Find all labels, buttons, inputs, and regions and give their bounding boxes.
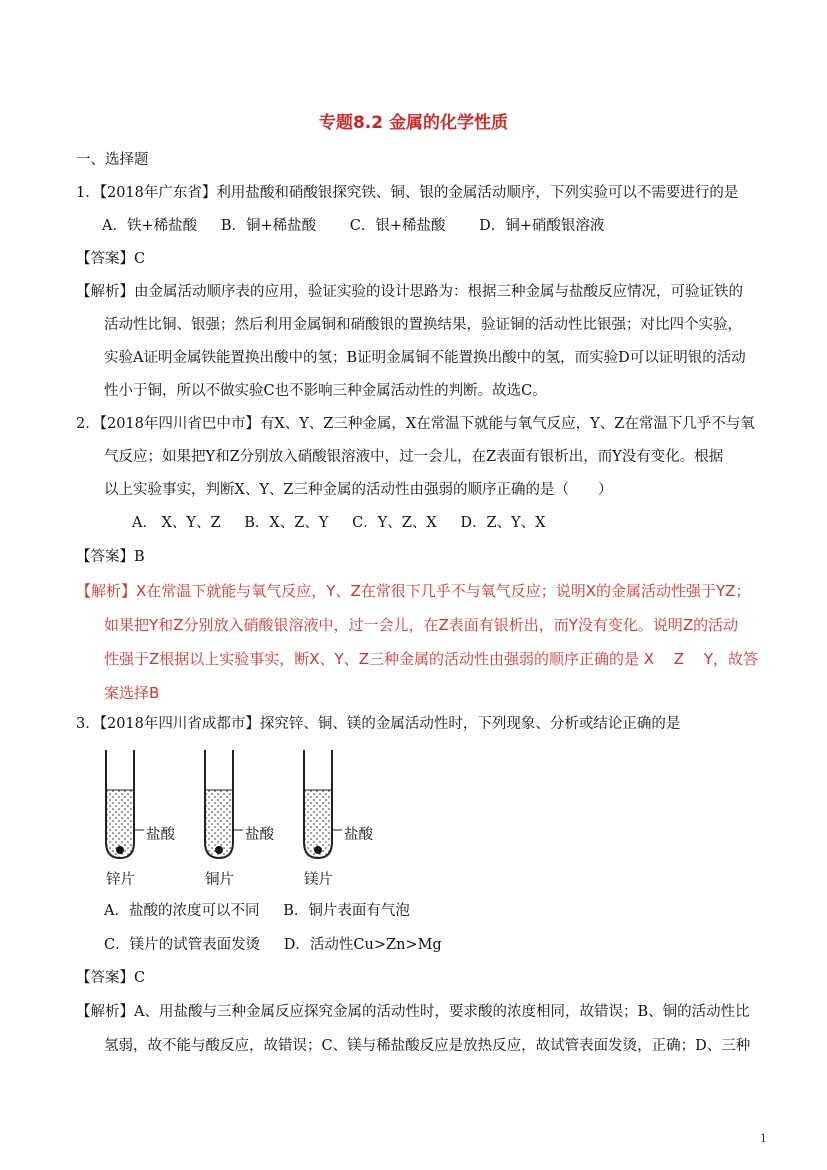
- q2-stem-line: 气反应；如果把Y和Z分别放入硝酸银溶液中，过一会儿，在Z表面有银析出，而Y没有变化。根据: [104, 449, 724, 465]
- section-heading: 一、选择题: [76, 152, 149, 168]
- q1-analysis-line: 【解析】由金属活动顺序表的应用，验证实验的设计思路为：根据三种金属与盐酸反应情况，可验证铁的: [76, 284, 743, 300]
- q2-analysis-line: 【解析】X在常温下就能与氧气反应，Y、Z在常很下几乎不与氧气反应；说明X的金属活动性强于YZ；: [76, 582, 751, 600]
- q2-analysis-line: 案选择B: [104, 684, 160, 702]
- q3-analysis-line: 氢弱，故不能与酸反应，故错误；C、镁与稀盐酸反应是放热反应，故试管表面发烫，正确；D、三种: [104, 1038, 751, 1054]
- test-tube-copper: [205, 750, 243, 858]
- q3-analysis-line: 【解析】A、用盐酸与三种金属反应探究金属的活动性时，要求酸的浓度相同，故错误；B、铜的活动性比: [76, 1004, 750, 1020]
- q2-stem-line: 2．【2018年四川省巴中市】有X、Y、Z三种金属，X在常温下就能与氧气反应，Y、Z在常温下几乎不与氧: [76, 416, 755, 432]
- metal-piece-icon: [215, 846, 223, 854]
- q2-answer: 【答案】B: [76, 549, 145, 565]
- metal-piece-icon: [314, 846, 322, 854]
- q1-analysis-line: 性小于铜，所以不做实验C也不影响三种金属活动性的判断。故选C。: [104, 383, 547, 399]
- q2-stem-line: 以上实验事实，判断X、Y、Z三种金属的活动性由强弱的顺序正确的是（ ）: [104, 482, 613, 498]
- tube-liquid-label: 盐酸: [344, 827, 373, 843]
- tube-caption-magnesium: 镁片: [304, 872, 333, 888]
- q1-answer: 【答案】C: [76, 251, 146, 267]
- q2-options: A． X、Y、Z B．X、Z、Y C．Y、Z、X D．Z、Y、X: [132, 515, 546, 531]
- q1-analysis-line: 活动性比铜、银强；然后利用金属铜和硝酸银的置换结果，验证铜的活动性比银强；对比四个实验，: [104, 317, 742, 333]
- q1-stem: 1．【2018年广东省】利用盐酸和硝酸银探究铁、铜、银的金属活动顺序，下列实验可以不需要进行的是: [76, 185, 739, 201]
- tube-caption-zinc: 锌片: [106, 872, 135, 888]
- q3-stem: 3．【2018年四川省成都市】探究锌、铜、镁的金属活动性时，下列现象、分析或结论正确的是: [76, 716, 681, 732]
- q1-analysis-line: 实验A证明金属铁能置换出酸中的氢；B证明金属铜不能置换出酸中的氢，而实验D可以证明银的活动: [104, 350, 746, 366]
- test-tube-magnesium: [304, 750, 342, 858]
- q3-answer: 【答案】C: [76, 970, 146, 986]
- page-title: 专题8.2 金属的化学性质: [318, 113, 509, 133]
- tube-caption-copper: 铜片: [205, 872, 234, 888]
- page-number: 1: [760, 1132, 767, 1145]
- metal-piece-icon: [116, 846, 124, 854]
- tube-liquid-label: 盐酸: [245, 827, 274, 843]
- q1-options: A．铁+稀盐酸 B．铜+稀盐酸 C．银+稀盐酸 D．铜+硝酸银溶液: [102, 218, 605, 234]
- q2-analysis-line: 如果把Y和Z分别放入硝酸银溶液中，过一会儿，在Z表面有银析出，而Y没有变化。说明Z的活动: [104, 616, 739, 634]
- q3-options-row: C．镁片的试管表面发烫 D．活动性Cu>Zn>Mg: [104, 937, 442, 953]
- q3-options-row: A．盐酸的浓度可以不同 B．铜片表面有气泡: [104, 903, 410, 919]
- tube-liquid-label: 盐酸: [146, 827, 175, 843]
- test-tube-zinc: [106, 750, 144, 858]
- q2-analysis-line: 性强于Z根据以上实验事实，断X、Y、Z三种金属的活动性由强弱的顺序正确的是 X Z Y，故答: [104, 650, 759, 668]
